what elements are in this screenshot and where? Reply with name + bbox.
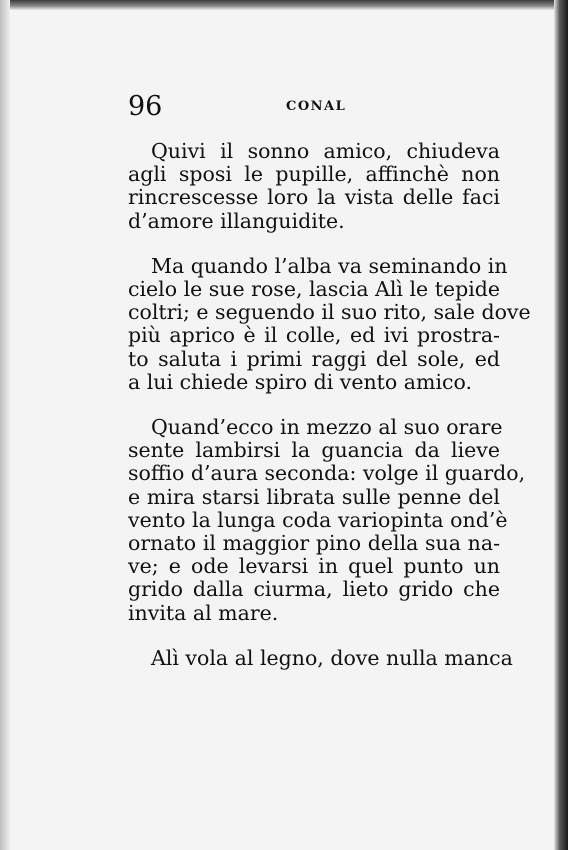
- running-head: CONAL: [286, 99, 347, 114]
- text-line: Ma quando l’alba va seminando in: [151, 253, 508, 278]
- text-line: d’amore illanguidite.: [128, 208, 345, 233]
- text-line: soffio d’aura seconda: volge il guardo,: [128, 461, 526, 486]
- scan-edge-right: [554, 0, 568, 850]
- scan-edge-top: [0, 0, 568, 10]
- text-line: sente lambirsi la guancia da lieve: [128, 438, 500, 463]
- text-line: to saluta i primi raggi del sole, ed: [128, 346, 500, 371]
- text-line: ornato il maggior pino della sua na-: [128, 531, 500, 556]
- text-line: Alì vola al legno, dove nulla manca: [151, 645, 513, 670]
- scan-edge-left: [0, 0, 10, 850]
- text-line: coltri; e seguendo il suo rito, sale dove: [128, 300, 531, 325]
- text-line: Quivi il sonno amico, chiudeva: [151, 139, 500, 163]
- text-line: agli sposi le pupille, affinchè non: [128, 162, 500, 187]
- paragraph-1: [128, 140, 500, 233]
- text-line: a lui chiede spiro di vento amico.: [128, 369, 472, 394]
- paragraph-2: [128, 253, 531, 394]
- page-header: [128, 90, 500, 124]
- text-line: rincrescesse loro la vista delle faci: [128, 185, 500, 210]
- page-number: 96: [128, 91, 163, 122]
- text-line: più aprico è il colle, ed ivi prostra-: [128, 323, 500, 348]
- text-line: Quand’ecco in mezzo al suo orare: [151, 415, 503, 440]
- paragraph-3: [128, 415, 526, 625]
- text-line: e mira starsi librata sulle penne del: [128, 484, 500, 509]
- text-line: invita al mare.: [128, 600, 279, 625]
- text-line: cielo le sue rose, lascia Alì le tepide: [128, 277, 501, 302]
- text-line: ve; e ode levarsi in quel punto un: [128, 554, 500, 579]
- body-text: [128, 139, 531, 692]
- paragraph-4: [128, 645, 513, 670]
- text-line: grido dalla ciurma, lieto grido che: [128, 577, 500, 602]
- text-line: vento la lunga coda variopinta ond’è: [128, 507, 508, 532]
